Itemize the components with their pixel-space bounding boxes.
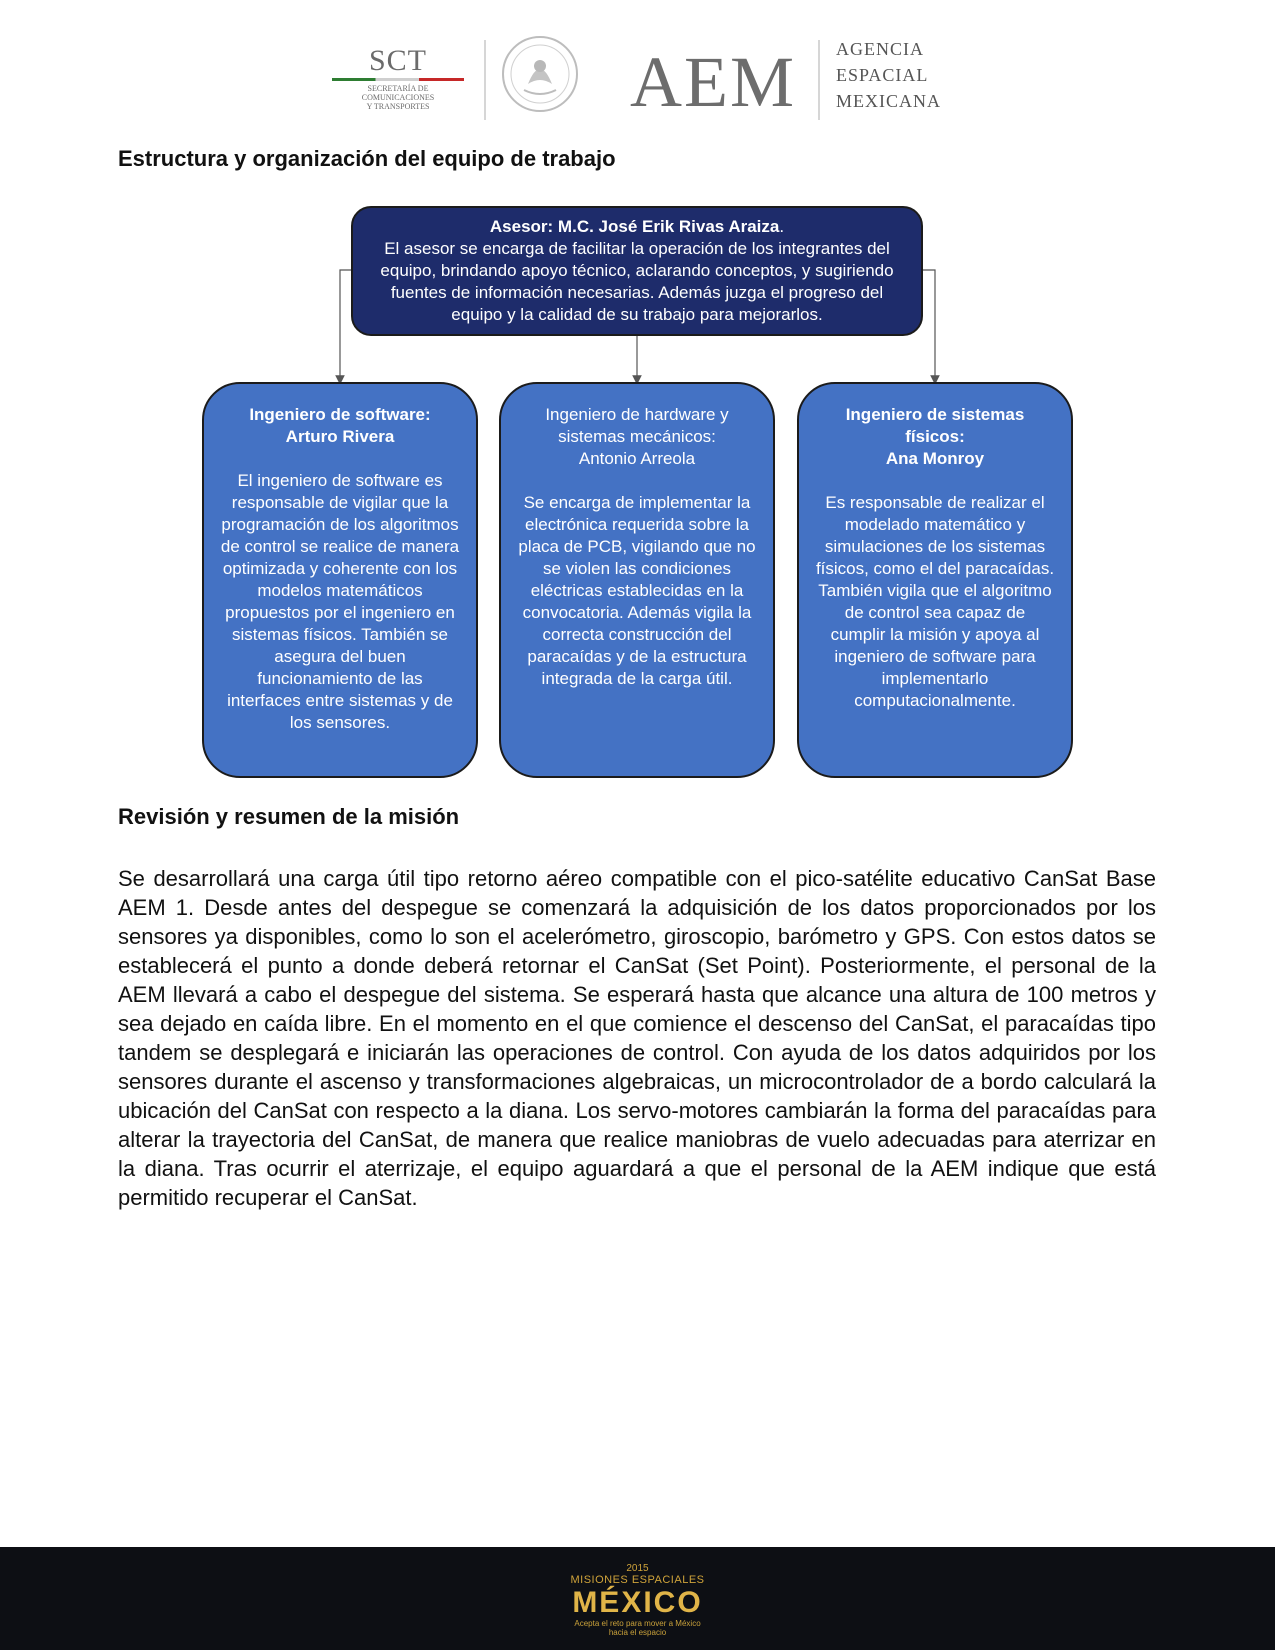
footer-line-2: MÉXICO — [572, 1586, 703, 1619]
member-role: Ingeniero de software: — [249, 405, 431, 424]
sct-logo — [332, 46, 464, 111]
member-box-software — [202, 382, 478, 778]
aem-name-line-2: ESPACIAL — [836, 65, 929, 85]
sct-tricolor-bar — [332, 78, 464, 81]
footer-line-1: MISIONES ESPACIALES — [570, 1574, 705, 1586]
aem-divider — [818, 40, 820, 120]
sct-name-line-1: SECRETARÍA DE — [367, 84, 429, 93]
aem-name-line-1: AGENCIA — [836, 39, 924, 59]
advisor-title — [373, 216, 901, 238]
mexico-national-seal-icon — [500, 34, 580, 114]
member-name: Antonio Arreola — [578, 449, 696, 468]
member-role: Ingeniero de sistemas físicos: — [845, 405, 1025, 446]
footer-year: 2015 — [626, 1563, 649, 1574]
misiones-espaciales-logo — [550, 1563, 725, 1637]
sct-abbreviation: SCT — [368, 44, 428, 77]
section-title-mission: Revisión y resumen de la misión — [118, 804, 460, 829]
connector-left — [340, 270, 351, 380]
aem-name-line-3: MEXICANA — [836, 91, 941, 111]
advisor-title-bold: Asesor: M.C. José Erik Rivas Araiza — [489, 217, 780, 236]
footer-tagline-1: Acepta el reto para mover a México — [574, 1619, 701, 1628]
member-box-hardware — [499, 382, 775, 778]
section-title-structure: Estructura y organización del equipo de trabajo — [118, 146, 616, 171]
aem-logo-letters: AEM — [630, 42, 796, 122]
member-description: El ingeniero de software es responsable de vigilar que la programación de los algoritmos de control se realice de manera optimizada y coherente con los modelos matemáticos propuestos por el ingeniero en sistemas físicos. También se asegura del buen funcionamiento de las interfaces entre sistemas y de los sensores. — [220, 471, 460, 732]
sct-name-line-3: Y TRANSPORTES — [366, 102, 430, 111]
member-box-physical-systems — [797, 382, 1073, 778]
page-footer — [0, 1547, 1275, 1650]
advisor-box — [351, 206, 923, 336]
member-role: Ingeniero de hardware y sistemas mecánicos: — [545, 405, 729, 446]
page-header — [0, 28, 1275, 128]
sct-name-line-2: COMUNICACIONES — [361, 93, 435, 102]
spacer — [517, 470, 757, 492]
advisor-title-tail: . — [779, 217, 785, 236]
mission-summary-paragraph: Se desarrollará una carga útil tipo retorno aéreo compatible con el pico-satélite educativo CanSat Base AEM 1. Desde antes del despegue se comenzará la adquisición de los datos proporcionados por los sensores ya disponibles, como lo son el acelerómetro, giroscopio, barómetro y GPS. Con estos datos se establecerá el punto a donde deberá retornar el CanSat (Set Point). Posteriormente, el personal de la AEM llevará a cabo el despegue del sistema. Se esperará hasta que alcance una altura de 100 metros y sea dejado en caída libre. En el momento en el que comience el descenso del CanSat, el paracaídas tipo tandem se desplegará e iniciarán las operaciones de control. Con ayuda de los datos adquiridos por los sensores durante el ascenso y transformaciones algebraicas, un microcontrolador de a bordo calculará la ubicación del CanSat con respecto a la diana. Los servo-motores cambiarán la forma del paracaídas para alterar la trayectoria del CanSat, de manera que realice maniobras de vuelo adecuadas para aterrizar en la diana. Tras ocurrir el aterrizaje, el equipo aguardará a que el personal de la AEM indique que está permitido recuperar el CanSat. — [118, 866, 1156, 1210]
spacer — [220, 448, 460, 470]
spacer — [815, 470, 1055, 492]
member-name: Arturo Rivera — [285, 427, 395, 446]
member-description: Es responsable de realizar el modelado matemático y simulaciones de los sistemas físicos, como el del paracaídas. También vigila que el algoritmo de control sea capaz de cumplir la misión y apoya al ingeniero de software para implementarlo computacionalmente. — [815, 493, 1055, 710]
member-name: Ana Monroy — [885, 449, 985, 468]
member-description: Se encarga de implementar la electrónica requerida sobre la placa de PCB, vigilando que no se violen las condiciones eléctricas establecidas en la convocatoria. Además vigila la correcta construcción del paracaídas y de la estructura integrada de la carga útil. — [518, 493, 756, 688]
advisor-description: El asesor se encarga de facilitar la operación de los integrantes del equipo, brindando apoyo técnico, aclarando conceptos, y sugiriendo fuentes de información necesarias. Además juzga el progreso del equipo y la calidad de su trabajo para mejorarlos. — [380, 239, 894, 324]
aem-name — [836, 36, 941, 114]
footer-tagline-2: hacia el espacio — [608, 1628, 667, 1637]
connector-right — [923, 270, 935, 380]
logo-divider — [484, 40, 486, 120]
